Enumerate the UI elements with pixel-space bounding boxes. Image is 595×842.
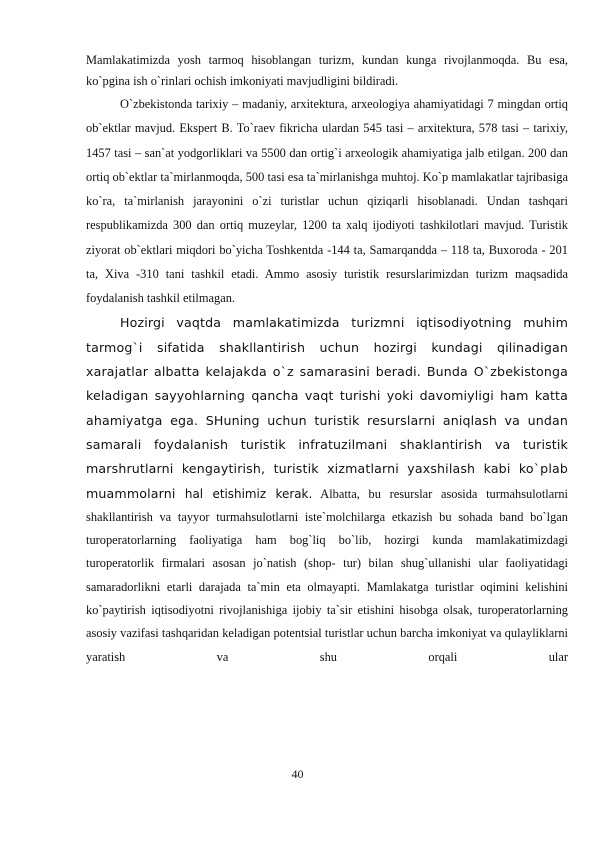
page-number: 40	[291, 767, 304, 781]
paragraph-current-state	[86, 311, 568, 668]
paragraph-current-mid: hal etishimiz kerak.	[175, 486, 313, 501]
paragraph-intro: Mamlakatimizda yosh tarmoq hisoblangan turizm, kundan kunga rivojlanmoqda. Bu esa, ko`pgina ish o`rinlari ochish imkoniyati mavjudligini bildiradi.	[86, 53, 568, 88]
page-body	[86, 50, 568, 669]
paragraph-current-lead: Hozirgi vaqtda mamlakatimizda turizmni iqtisodiyotning muhim tarmog`i sifatida shakllantirish uchun hozirgi kundagi qilinadigan xarajatlar albatta kelajakda o`z samarasini beradi. Bunda O`zbekistonga keladigan sayyohlarning qancha vaqt turishi yoki davomiyligi ham katta ahamiyatga ega. SHuning uchun turistik resurslarni aniqlash va undan samarali foydalanish turistik infratuzilmani shaklantirish va turistik marshrutlarni kengaytirish, turistik xizmatlarni yaxshilash kabi ko`plab muammolarni	[86, 315, 568, 501]
paragraph-current-rest: Albatta, bu resurslar asosida turmahsulotlarni shakllantirish va tayyor turmahsulotlarni iste`molchilarga etkazish bu sohada band bo`lgan turoperatorlarning faoliyatiga ham bog`liq bo`lib, hozirgi kunda mamlakatimizdagi turoperatorlik firmalari asosan jo`natish (shop- tur) bilan shug`ullanishi ular faoliyatidagi samaradorlikni etarli darajada ta`min eta olmayapti. Mamlakatga turistlar oqimini kelishini ko`paytirish iqtisodiyotni rivojlanishiga ijobiy ta`sir etishini hisobga olsak, turoperatorlarning asosiy vazifasi tashqaridan keladigan potentsial turistlar uchun barcha imkoniyat va qulayliklarni yaratish va shu orqali ular	[86, 486, 568, 664]
paragraph-heritage: O`zbekistonda tarixiy – madaniy, arxitektura, arxeologiya ahamiyatidagi 7 mingdan ortiq ob`ektlar mavjud. Ekspert B. To`raev fikricha ulardan 545 tasi – arxitektura, 578 tasi – tarixiy, 1457 tasi – san`at yodgorliklari va 5500 dan ortig`i arxeologik ahamiyatiga jalb etilgan. 200 dan ortiq ob`ektlar ta`mirlanmoqda, 500 tasi esa ta`mirlanishga muhtoj. Ko`p mamlakatlar tajribasiga ko`ra, ta`mirlanish jarayonini o`zi turistlar uchun qiziqarli hisoblanadi. Undan tashqari respublikamizda 300 dan ortiq muzeylar, 1200 ta xalq ijodiyoti tashkilotlari mavjud. Turistik ziyorat ob`ektlari miqdori bo`yicha Toshkentda -144 ta, Samarqandda – 118 ta, Buxoroda - 201 ta, Xiva -310 tani tashkil etadi. Ammo asosiy turistik resurslarimizdan turizm maqsadida foydalanish tashkil etilmagan.	[86, 97, 568, 306]
